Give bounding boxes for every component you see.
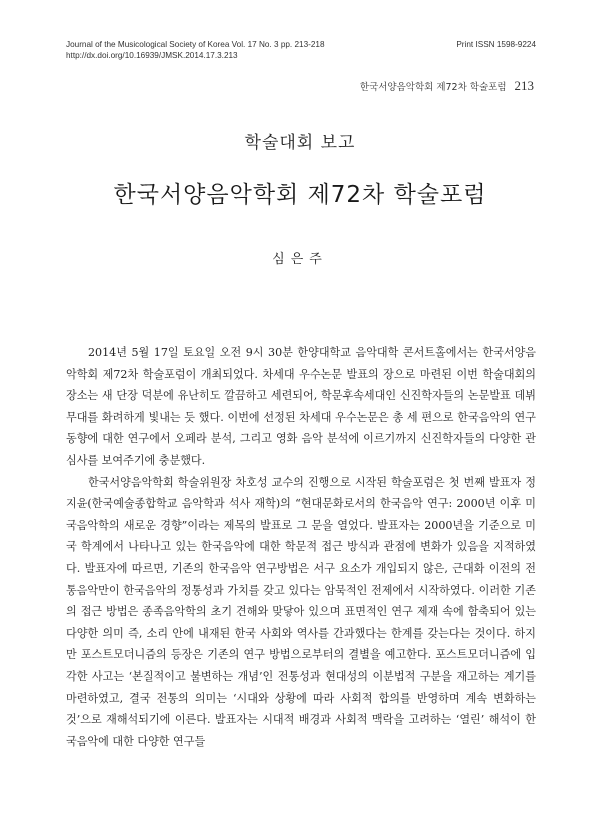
report-type: 학술대회 보고 bbox=[244, 133, 356, 153]
journal-info bbox=[66, 39, 536, 61]
running-head bbox=[360, 78, 534, 94]
body-paragraph: 한국서양음악학회 학술위원장 차호성 교수의 진행으로 시작된 학술포럼은 첫 번째 발표자 정지윤(한국예술종합학교 음악학과 석사 재학)의 “현대문화로서의 한국음악 연구: 2000년 이후 미국음악학의 새로운 경향”이라는 제목의 발표로 그 문을 열었다. 발표자는 2000년을 기준으로 미국 학계에서 나타나고 있는 한국음악에 대한 학문적 접근 방식과 관점에 변화가 있음을 지적하였다. 발표자에 따르면, 기존의 한국음악 연구방법은 서구 요소가 개입되지 않은, 근대화 이전의 전통음악만이 한국음악의 정통성과 가치를 갖고 있다는 암묵적인 전제에서 시작하였다. 이러한 기존의 접근 방법은 종족음악학의 초기 견해와 맞닿아 있으며 표면적인 연구 제재 속에 함축되어 있는 다양한 의미 즉, 소리 안에 내재된 한국 사회와 역사를 간과했다는 한계를 갖는다는 것이다. 하지만 포스트모더니즘의 등장은 기존의 연구 방법으로부터의 결별을 예고한다. 포스트모더니즘에 입각한 사고는 ‘본질적이고 불변하는 개념’인 전통성과 현대성의 이분법적 구분을 재고하는 계기를 마련하였고, 결국 전통의 의미는 ‘시대와 상황에 따라 사회적 합의를 반영하며 계속 변화하는 것’으로 재해석되기에 이른다. 발표자는 시대적 배경과 사회적 맥락을 고려하는 ‘열린’ 해석이 한국음악에 대한 다양한 연구들 bbox=[66, 475, 536, 748]
issn: Print ISSN 1598-9224 bbox=[456, 40, 536, 49]
article-title: 한국서양음악학회 제72차 학술포럼 bbox=[113, 182, 487, 208]
body-paragraph: 2014년 5월 17일 토요일 오전 9시 30분 한양대학교 음악대학 콘서트홀에서는 한국서양음악학회 제72차 학술포럼이 개최되었다. 차세대 우수논문 발표의 장으로 마련된 이번 학술대회의 장소는 새 단장 덕분에 유난히도 깔끔하고 세련되어, 학문후속세대인 신진학자들의 논문발표 데뷔 무대를 화려하게 빛내는 듯 했다. 이번에 선정된 차세대 우수논문은 총 세 편으로 한국음악의 연구동향에 대한 연구에서 오페라 분석, 그리고 영화 음악 분석에 이르기까지 신진학자들의 다양한 관심사를 보여주기에 충분했다. bbox=[66, 346, 536, 467]
doi-link[interactable]: http://dx.doi.org/10.16939/JMSK.2014.17.3.213 bbox=[66, 51, 238, 60]
journal-citation: Journal of the Musicological Society of Korea Vol. 17 No. 3 pp. 213-218 bbox=[66, 40, 325, 49]
article-body bbox=[66, 342, 536, 752]
author-name: 심은주 bbox=[272, 252, 328, 267]
page-number: 213 bbox=[514, 78, 534, 93]
running-title: 한국서양음악학회 제72차 학술포럼 bbox=[359, 82, 507, 93]
